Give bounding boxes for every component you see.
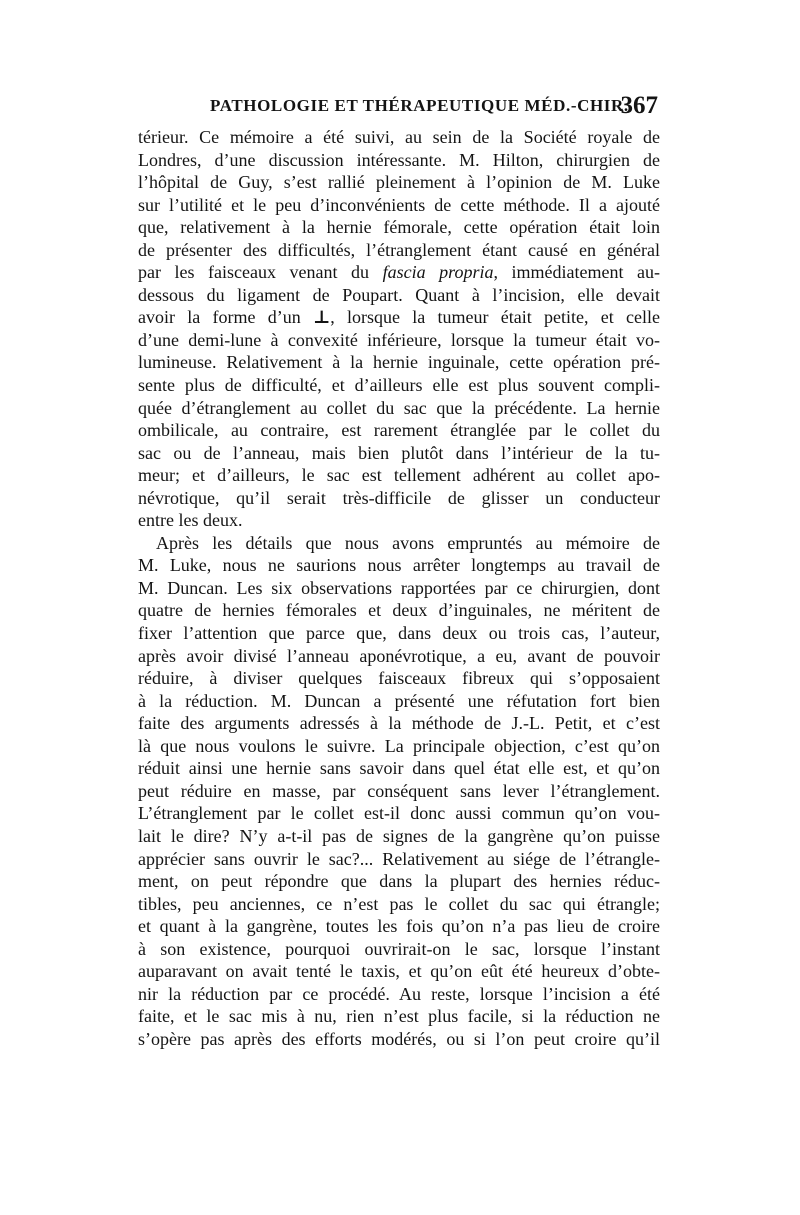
text-line: nir la réduction par ce procédé. Au reste, lorsque l’incision a été: [138, 983, 660, 1004]
text-line: là que nous voulons le suivre. La principale objection, c’est qu’on: [138, 735, 660, 756]
text-line: réduit ainsi une hernie sans savoir dans quel état elle est, et qu’on: [138, 758, 660, 779]
running-header: [138, 92, 660, 126]
text-line: faite, et le sac mis à nu, rien n’est plus facile, si la réduction ne: [138, 1006, 660, 1027]
text-line: lait le dire? N’y a-t-il pas de signes de la gangrène qu’on puisse: [138, 825, 660, 846]
text-line: auparavant on avait tenté le taxis, et qu’on eût été heureux d’obte-: [138, 961, 660, 982]
text-line: lumineuse. Relativement à la hernie inguinale, cette opération pré-: [138, 352, 660, 373]
text-line: à son existence, pourquoi ouvrirait-on le sac, lorsque l’instant: [138, 938, 660, 959]
text-line: sac ou de l’anneau, mais bien plutôt dans l’intérieur de la tu-: [138, 442, 660, 463]
text-line: L’étranglement par le collet est-il donc aussi commun qu’on vou-: [138, 803, 660, 824]
text-line: de présenter des difficultés, l’étranglement étant causé en général: [138, 239, 660, 260]
page-number: 367: [620, 92, 658, 119]
text-line: par les faisceaux venant du fascia propria, immédiatement au-: [138, 262, 661, 283]
text-line: l’hôpital de Guy, s’est rallié pleinement à l’opinion de M. Luke: [138, 172, 660, 193]
text-line: sur l’utilité et le peu d’inconvénients de cette méthode. Il a ajouté: [138, 194, 660, 215]
text-line: que, relativement à la hernie fémorale, cette opération était loin: [138, 217, 660, 238]
incision-symbol: ⊥: [313, 307, 331, 328]
text-line: névrotique, qu’il serait très-difficile de glisser un conducteur: [138, 487, 660, 508]
text-line: réduire, à diviser quelques faisceaux fibreux qui s’opposaient: [138, 668, 660, 689]
text-line: quatre de hernies fémorales et deux d’inguinales, ne méritent de: [138, 600, 660, 621]
text-line: entre les deux.: [138, 510, 243, 531]
text-line: et quant à la gangrène, toutes les fois qu’on n’a pas lieu de croire: [138, 916, 660, 937]
text-line: d’une demi-lune à convexité inférieure, lorsque la tumeur était vo-: [138, 329, 660, 350]
text-line: Après les détails que nous avons empruntés au mémoire de: [156, 532, 660, 553]
text-line: fixer l’attention que parce que, dans deux ou trois cas, l’auteur,: [138, 623, 660, 644]
text-line: quée d’étranglement au collet du sac que la précédente. La hernie: [138, 397, 660, 418]
text-line: Londres, d’une discussion intéressante. M. Hilton, chirurgien de: [138, 149, 660, 170]
running-header-title: PATHOLOGIE ET THÉRAPEUTIQUE MÉD.-CHIR.: [210, 96, 629, 115]
text-line: s’opère pas après des efforts modérés, ou si l’on peut croire qu’il: [138, 1028, 660, 1049]
text-line: sente plus de difficulté, et d’ailleurs elle est plus souvent compli-: [138, 375, 660, 396]
text-line: apprécier sans ouvrir le sac?... Relativement au siége de l’étrangle-: [138, 848, 660, 869]
text-line: à la réduction. M. Duncan a présenté une réfutation fort bien: [138, 690, 660, 711]
text-line: térieur. Ce mémoire a été suivi, au sein de la Société royale de: [138, 127, 660, 147]
text-line: M. Luke, nous ne saurions nous arrêter longtemps au travail de: [138, 555, 660, 576]
text-line: ombilicale, au contraire, est rarement étranglée par le collet du: [138, 420, 660, 441]
text-line: peut réduire en masse, par conséquent sans lever l’étranglement.: [138, 780, 660, 801]
text-line: dessous du ligament de Poupart. Quant à l’incision, elle devait: [138, 284, 660, 305]
text-line: ment, on peut répondre que dans la plupart des hernies réduc-: [138, 871, 660, 892]
text-line: M. Duncan. Les six observations rapportées par ce chirurgien, dont: [138, 577, 660, 598]
text-line: avoir la forme d’un ⊥, lorsque la tumeur était petite, et celle: [138, 307, 660, 328]
text-line: après avoir divisé l’anneau aponévrotique, a eu, avant de pouvoir: [138, 645, 660, 666]
text-line: faite des arguments adressés à la méthode de J.-L. Petit, et c’est: [138, 713, 660, 734]
italic-term: fascia propria: [382, 262, 494, 283]
body-text: [138, 126, 660, 1050]
text-line: meur; et d’ailleurs, le sac est tellement adhérent au collet apo-: [138, 465, 660, 486]
text-line: tibles, peu anciennes, ce n’est pas le collet du sac qui étrangle;: [138, 893, 660, 914]
